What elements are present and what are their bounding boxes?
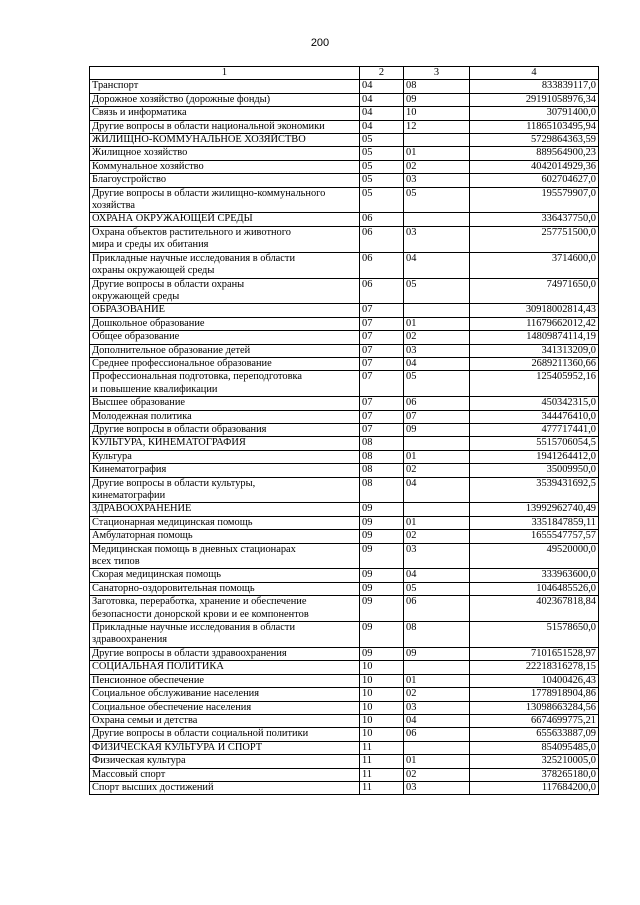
row-section-cell: 07 — [360, 423, 404, 436]
row-amount-cell: 336437750,0 — [470, 213, 599, 226]
table-row — [90, 701, 599, 714]
table-row — [90, 80, 599, 93]
row-subsection-cell: 02 — [404, 331, 470, 344]
row-section-cell: 09 — [360, 543, 404, 569]
row-name-cell: Молодежная политика — [90, 410, 360, 423]
row-amount-cell: 325210005,0 — [470, 755, 599, 768]
row-section-cell: 05 — [360, 174, 404, 187]
row-subsection-cell: 05 — [404, 278, 470, 304]
column-header-subsection: 3 — [404, 67, 470, 80]
row-subsection-cell: 03 — [404, 174, 470, 187]
row-amount-cell: 30791400,0 — [470, 107, 599, 120]
row-amount-cell: 3351847859,11 — [470, 516, 599, 529]
row-subsection-cell: 03 — [404, 543, 470, 569]
table-row — [90, 147, 599, 160]
row-name-cell: Прикладные научные исследования в области здравоохранения — [90, 622, 360, 648]
table-row — [90, 160, 599, 173]
row-name-cell: Кинематография — [90, 464, 360, 477]
row-amount-cell: 602704627,0 — [470, 174, 599, 187]
row-subsection-cell: 09 — [404, 423, 470, 436]
row-section-cell: 04 — [360, 107, 404, 120]
table-row — [90, 661, 599, 674]
row-name-cell: ЗДРАВООХРАНЕНИЕ — [90, 503, 360, 516]
row-name-cell: Другие вопросы в области национальной экономики — [90, 120, 360, 133]
row-section-cell: 07 — [360, 344, 404, 357]
row-amount-cell: 125405952,16 — [470, 371, 599, 397]
row-name-cell: КУЛЬТУРА, КИНЕМАТОГРАФИЯ — [90, 437, 360, 450]
row-subsection-cell: 09 — [404, 93, 470, 106]
row-section-cell: 07 — [360, 304, 404, 317]
row-subsection-cell: 02 — [404, 160, 470, 173]
row-subsection-cell: 01 — [404, 674, 470, 687]
row-amount-cell: 333963600,0 — [470, 569, 599, 582]
row-name-cell: Культура — [90, 450, 360, 463]
row-name-cell: Спорт высших достижений — [90, 781, 360, 794]
row-section-cell: 08 — [360, 464, 404, 477]
row-section-cell: 05 — [360, 160, 404, 173]
row-section-cell: 09 — [360, 503, 404, 516]
row-subsection-cell — [404, 134, 470, 147]
row-subsection-cell: 03 — [404, 701, 470, 714]
row-name-cell: Заготовка, переработка, хранение и обеспечение безопасности донорской крови и ее компонентов — [90, 596, 360, 622]
row-subsection-cell — [404, 213, 470, 226]
table-row — [90, 174, 599, 187]
row-subsection-cell: 03 — [404, 344, 470, 357]
table-row — [90, 569, 599, 582]
row-section-cell: 04 — [360, 120, 404, 133]
row-section-cell: 05 — [360, 147, 404, 160]
row-subsection-cell: 06 — [404, 728, 470, 741]
table-row — [90, 647, 599, 660]
row-subsection-cell: 01 — [404, 516, 470, 529]
table-row — [90, 93, 599, 106]
table-row — [90, 741, 599, 754]
row-subsection-cell — [404, 741, 470, 754]
table-row — [90, 674, 599, 687]
row-amount-cell: 4042014929,36 — [470, 160, 599, 173]
table-row — [90, 714, 599, 727]
row-amount-cell: 117684200,0 — [470, 781, 599, 794]
row-name-cell: Прикладные научные исследования в области охраны окружающей среды — [90, 252, 360, 278]
column-header-section: 2 — [360, 67, 404, 80]
row-section-cell: 09 — [360, 596, 404, 622]
table-row — [90, 331, 599, 344]
row-section-cell: 10 — [360, 674, 404, 687]
table-row — [90, 596, 599, 622]
row-name-cell: Высшее образование — [90, 397, 360, 410]
row-amount-cell: 341313209,0 — [470, 344, 599, 357]
row-section-cell: 10 — [360, 701, 404, 714]
table-row — [90, 252, 599, 278]
row-section-cell: 07 — [360, 331, 404, 344]
row-subsection-cell: 12 — [404, 120, 470, 133]
table-row — [90, 755, 599, 768]
row-amount-cell: 1941264412,0 — [470, 450, 599, 463]
row-subsection-cell: 03 — [404, 226, 470, 252]
row-subsection-cell — [404, 304, 470, 317]
row-amount-cell: 450342315,0 — [470, 397, 599, 410]
row-amount-cell: 3539431692,5 — [470, 477, 599, 503]
row-subsection-cell: 09 — [404, 647, 470, 660]
row-section-cell: 07 — [360, 357, 404, 370]
table-row — [90, 622, 599, 648]
row-amount-cell: 3714600,0 — [470, 252, 599, 278]
row-amount-cell: 1046485526,0 — [470, 582, 599, 595]
row-subsection-cell: 05 — [404, 371, 470, 397]
row-subsection-cell: 01 — [404, 450, 470, 463]
row-amount-cell: 30918002814,43 — [470, 304, 599, 317]
row-section-cell: 07 — [360, 371, 404, 397]
row-amount-cell: 10400426,43 — [470, 674, 599, 687]
row-subsection-cell — [404, 661, 470, 674]
row-name-cell: Другие вопросы в области культуры, кинематографии — [90, 477, 360, 503]
table-row — [90, 768, 599, 781]
row-name-cell: Жилищное хозяйство — [90, 147, 360, 160]
row-subsection-cell: 02 — [404, 768, 470, 781]
row-name-cell: ОБРАЗОВАНИЕ — [90, 304, 360, 317]
row-name-cell: Охрана объектов растительного и животного мира и среды их обитания — [90, 226, 360, 252]
row-amount-cell: 378265180,0 — [470, 768, 599, 781]
row-amount-cell: 14809874114,19 — [470, 331, 599, 344]
row-section-cell: 04 — [360, 93, 404, 106]
row-name-cell: Дополнительное образование детей — [90, 344, 360, 357]
table-row — [90, 728, 599, 741]
row-amount-cell: 13992962740,49 — [470, 503, 599, 516]
row-subsection-cell: 04 — [404, 252, 470, 278]
row-name-cell: Другие вопросы в области жилищно-коммунального хозяйства — [90, 187, 360, 213]
row-amount-cell: 13098663284,56 — [470, 701, 599, 714]
row-subsection-cell: 04 — [404, 569, 470, 582]
row-section-cell: 07 — [360, 410, 404, 423]
table-row — [90, 278, 599, 304]
table-row — [90, 371, 599, 397]
row-amount-cell: 2689211360,66 — [470, 357, 599, 370]
table-row — [90, 397, 599, 410]
row-amount-cell: 854095485,0 — [470, 741, 599, 754]
row-amount-cell: 29191058976,34 — [470, 93, 599, 106]
row-subsection-cell — [404, 437, 470, 450]
row-section-cell: 08 — [360, 437, 404, 450]
row-amount-cell: 655633887,09 — [470, 728, 599, 741]
row-subsection-cell: 07 — [404, 410, 470, 423]
row-amount-cell: 22218316278,15 — [470, 661, 599, 674]
table-row — [90, 582, 599, 595]
row-name-cell: Социальное обслуживание населения — [90, 688, 360, 701]
row-section-cell: 09 — [360, 622, 404, 648]
table-row — [90, 781, 599, 794]
row-name-cell: Скорая медицинская помощь — [90, 569, 360, 582]
row-section-cell: 05 — [360, 187, 404, 213]
row-name-cell: Санаторно-оздоровительная помощь — [90, 582, 360, 595]
column-header-amount: 4 — [470, 67, 599, 80]
row-amount-cell: 833839117,0 — [470, 80, 599, 93]
row-amount-cell: 1778918904,86 — [470, 688, 599, 701]
table-row — [90, 450, 599, 463]
row-subsection-cell: 05 — [404, 187, 470, 213]
table-row — [90, 516, 599, 529]
row-name-cell: Охрана семьи и детства — [90, 714, 360, 727]
row-amount-cell: 1655547757,57 — [470, 530, 599, 543]
table-row — [90, 464, 599, 477]
row-name-cell: ФИЗИЧЕСКАЯ КУЛЬТУРА И СПОРТ — [90, 741, 360, 754]
row-name-cell: Амбулаторная помощь — [90, 530, 360, 543]
row-name-cell: Массовый спорт — [90, 768, 360, 781]
row-amount-cell: 402367818,84 — [470, 596, 599, 622]
row-section-cell: 11 — [360, 768, 404, 781]
row-section-cell: 06 — [360, 213, 404, 226]
row-subsection-cell: 08 — [404, 622, 470, 648]
row-name-cell: Социальное обеспечение населения — [90, 701, 360, 714]
row-name-cell: СОЦИАЛЬНАЯ ПОЛИТИКА — [90, 661, 360, 674]
row-subsection-cell: 03 — [404, 781, 470, 794]
row-section-cell: 08 — [360, 477, 404, 503]
row-name-cell: Другие вопросы в области социальной политики — [90, 728, 360, 741]
row-name-cell: Коммунальное хозяйство — [90, 160, 360, 173]
table-row — [90, 187, 599, 213]
row-amount-cell: 11865103495,94 — [470, 120, 599, 133]
table-row — [90, 410, 599, 423]
table-row — [90, 503, 599, 516]
row-name-cell: Общее образование — [90, 331, 360, 344]
table-header-row — [90, 67, 599, 80]
row-amount-cell: 35009950,0 — [470, 464, 599, 477]
row-section-cell: 09 — [360, 647, 404, 660]
table-row — [90, 477, 599, 503]
row-subsection-cell: 06 — [404, 596, 470, 622]
row-section-cell: 05 — [360, 134, 404, 147]
row-name-cell: Стационарная медицинская помощь — [90, 516, 360, 529]
row-section-cell: 06 — [360, 278, 404, 304]
table-row — [90, 134, 599, 147]
row-name-cell: Связь и информатика — [90, 107, 360, 120]
table-row — [90, 688, 599, 701]
row-amount-cell: 11679662012,42 — [470, 317, 599, 330]
row-name-cell: Среднее профессиональное образование — [90, 357, 360, 370]
table-row — [90, 423, 599, 436]
row-amount-cell: 889564900,23 — [470, 147, 599, 160]
row-name-cell: Другие вопросы в области охраны окружающей среды — [90, 278, 360, 304]
table-row — [90, 213, 599, 226]
table-body — [90, 80, 599, 795]
row-section-cell: 06 — [360, 252, 404, 278]
row-name-cell: Другие вопросы в области здравоохранения — [90, 647, 360, 660]
row-section-cell: 07 — [360, 317, 404, 330]
table-row — [90, 304, 599, 317]
row-subsection-cell: 04 — [404, 714, 470, 727]
row-name-cell: Физическая культура — [90, 755, 360, 768]
row-amount-cell: 195579907,0 — [470, 187, 599, 213]
row-subsection-cell — [404, 503, 470, 516]
row-amount-cell: 5515706054,5 — [470, 437, 599, 450]
table-row — [90, 317, 599, 330]
budget-table — [89, 66, 599, 795]
row-amount-cell: 257751500,0 — [470, 226, 599, 252]
row-section-cell: 06 — [360, 226, 404, 252]
row-subsection-cell: 02 — [404, 530, 470, 543]
table-row — [90, 543, 599, 569]
row-amount-cell: 7101651528,97 — [470, 647, 599, 660]
row-subsection-cell: 04 — [404, 357, 470, 370]
row-section-cell: 10 — [360, 661, 404, 674]
row-subsection-cell: 02 — [404, 688, 470, 701]
table-row — [90, 226, 599, 252]
row-name-cell: ЖИЛИЩНО-КОММУНАЛЬНОЕ ХОЗЯЙСТВО — [90, 134, 360, 147]
row-name-cell: Другие вопросы в области образования — [90, 423, 360, 436]
row-section-cell: 10 — [360, 688, 404, 701]
row-section-cell: 11 — [360, 781, 404, 794]
row-section-cell: 11 — [360, 741, 404, 754]
row-amount-cell: 5729864363,59 — [470, 134, 599, 147]
row-name-cell: Транспорт — [90, 80, 360, 93]
table-row — [90, 120, 599, 133]
row-amount-cell: 6674699775,21 — [470, 714, 599, 727]
row-section-cell: 07 — [360, 397, 404, 410]
row-section-cell: 08 — [360, 450, 404, 463]
row-section-cell: 09 — [360, 569, 404, 582]
row-amount-cell: 344476410,0 — [470, 410, 599, 423]
row-subsection-cell: 01 — [404, 755, 470, 768]
row-amount-cell: 51578650,0 — [470, 622, 599, 648]
table-row — [90, 357, 599, 370]
row-section-cell: 10 — [360, 728, 404, 741]
row-name-cell: Дорожное хозяйство (дорожные фонды) — [90, 93, 360, 106]
row-section-cell: 09 — [360, 530, 404, 543]
row-section-cell: 04 — [360, 80, 404, 93]
row-name-cell: Пенсионное обеспечение — [90, 674, 360, 687]
table-row — [90, 530, 599, 543]
row-subsection-cell: 06 — [404, 397, 470, 410]
table-row — [90, 437, 599, 450]
row-subsection-cell: 04 — [404, 477, 470, 503]
row-name-cell: Благоустройство — [90, 174, 360, 187]
row-subsection-cell: 01 — [404, 147, 470, 160]
row-subsection-cell: 02 — [404, 464, 470, 477]
row-subsection-cell: 08 — [404, 80, 470, 93]
row-name-cell: Дошкольное образование — [90, 317, 360, 330]
table-row — [90, 344, 599, 357]
column-header-name: 1 — [90, 67, 360, 80]
row-subsection-cell: 10 — [404, 107, 470, 120]
row-section-cell: 09 — [360, 582, 404, 595]
row-section-cell: 09 — [360, 516, 404, 529]
row-name-cell: ОХРАНА ОКРУЖАЮЩЕЙ СРЕДЫ — [90, 213, 360, 226]
row-subsection-cell: 01 — [404, 317, 470, 330]
row-name-cell: Профессиональная подготовка, переподготовка и повышение квалификации — [90, 371, 360, 397]
row-amount-cell: 49520000,0 — [470, 543, 599, 569]
row-name-cell: Медицинская помощь в дневных стационарах всех типов — [90, 543, 360, 569]
table-row — [90, 107, 599, 120]
row-section-cell: 10 — [360, 714, 404, 727]
page-number: 200 — [310, 37, 330, 49]
row-section-cell: 11 — [360, 755, 404, 768]
row-subsection-cell: 05 — [404, 582, 470, 595]
row-amount-cell: 477717441,0 — [470, 423, 599, 436]
row-amount-cell: 74971650,0 — [470, 278, 599, 304]
